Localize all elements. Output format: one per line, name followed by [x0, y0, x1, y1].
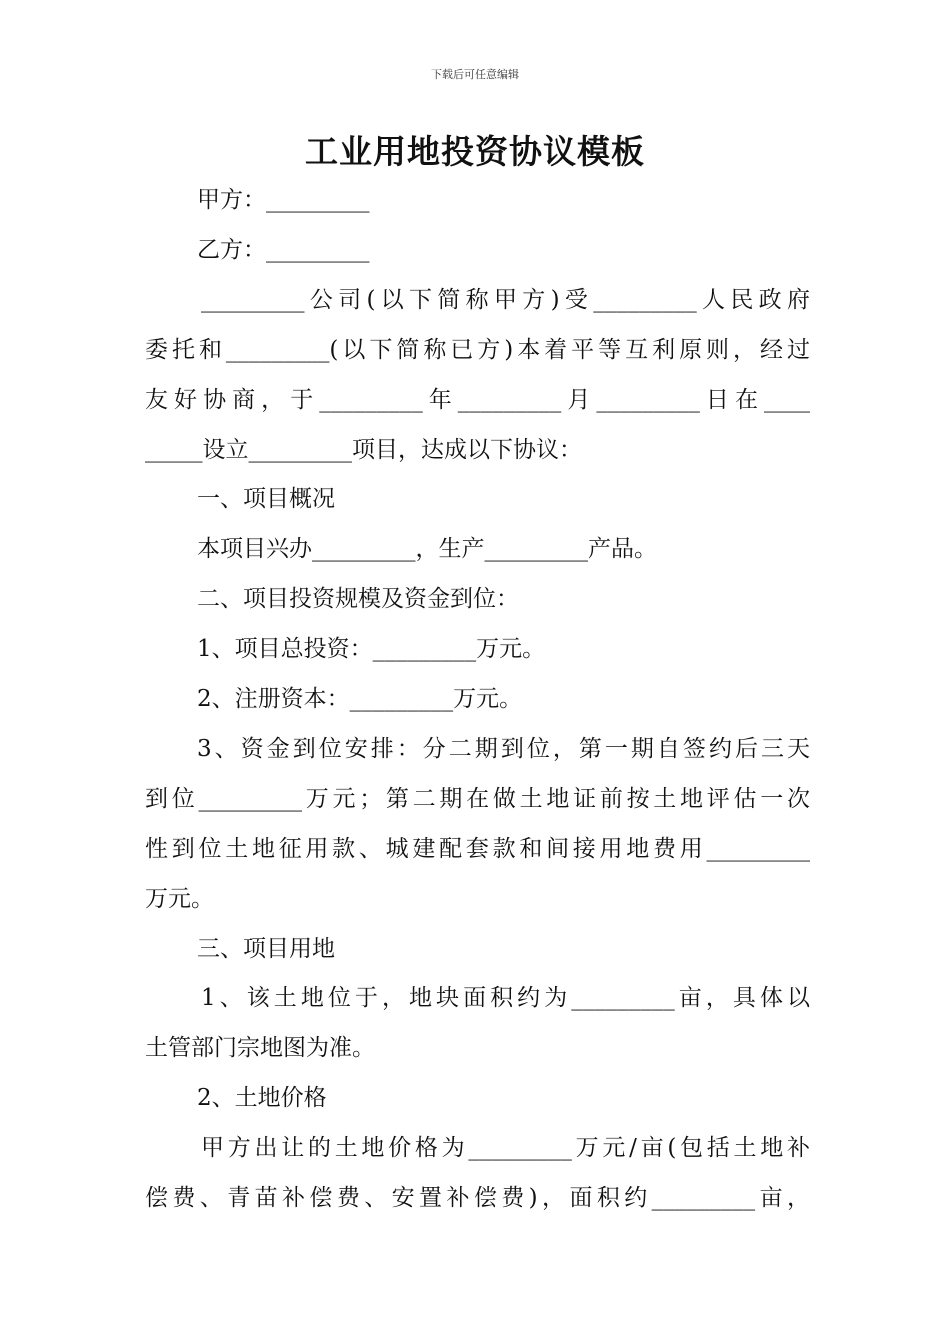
- header-note: 下载后可任意编辑: [431, 68, 519, 81]
- paragraph-line: 本项目兴办_________，生产_________产品。: [197, 536, 657, 562]
- paragraph-line: 委托和_________(以下简称已方)本着平等互利原则，经过: [145, 337, 810, 363]
- paragraph-line: 2、土地价格: [197, 1085, 327, 1111]
- paragraph-line: 万元。: [145, 886, 214, 912]
- paragraph-line: 甲方出让的土地价格为_________万元/亩(包括土地补: [201, 1135, 810, 1161]
- paragraph-line: 三、项目用地: [197, 936, 335, 962]
- paragraph-line: 乙方：_________: [197, 237, 370, 263]
- paragraph-line: 友好协商，于_________年_________月_________日在____: [145, 387, 810, 413]
- paragraph-line: 甲方：_________: [197, 187, 370, 213]
- paragraph-line: 性到位土地征用款、城建配套款和间接用地费用_________: [145, 836, 810, 862]
- paragraph-line: _____设立_________项目，达成以下协议：: [145, 437, 582, 463]
- paragraph-line: 1、项目总投资：_________万元。: [197, 636, 546, 662]
- paragraph-line: 一、项目概况: [197, 486, 335, 512]
- document-title: 工业用地投资协议模板: [305, 132, 645, 171]
- paragraph-line: 到位_________万元；第二期在做土地证前按土地评估一次: [145, 786, 810, 812]
- paragraph-line: _________公司(以下简称甲方)受_________人民政府: [201, 287, 810, 313]
- paragraph-line: 偿费、青苗补偿费、安置补偿费)，面积约_________亩，: [145, 1185, 810, 1211]
- paragraph-line: 土管部门宗地图为准。: [145, 1035, 375, 1061]
- paragraph-line: 2、注册资本：_________万元。: [197, 686, 523, 712]
- paragraph-line: 1、该土地位于，地块面积约为_________亩，具体以: [201, 985, 810, 1011]
- paragraph-line: 二、项目投资规模及资金到位：: [197, 586, 519, 612]
- paragraph-line: 3、资金到位安排：分二期到位，第一期自签约后三天: [197, 736, 810, 762]
